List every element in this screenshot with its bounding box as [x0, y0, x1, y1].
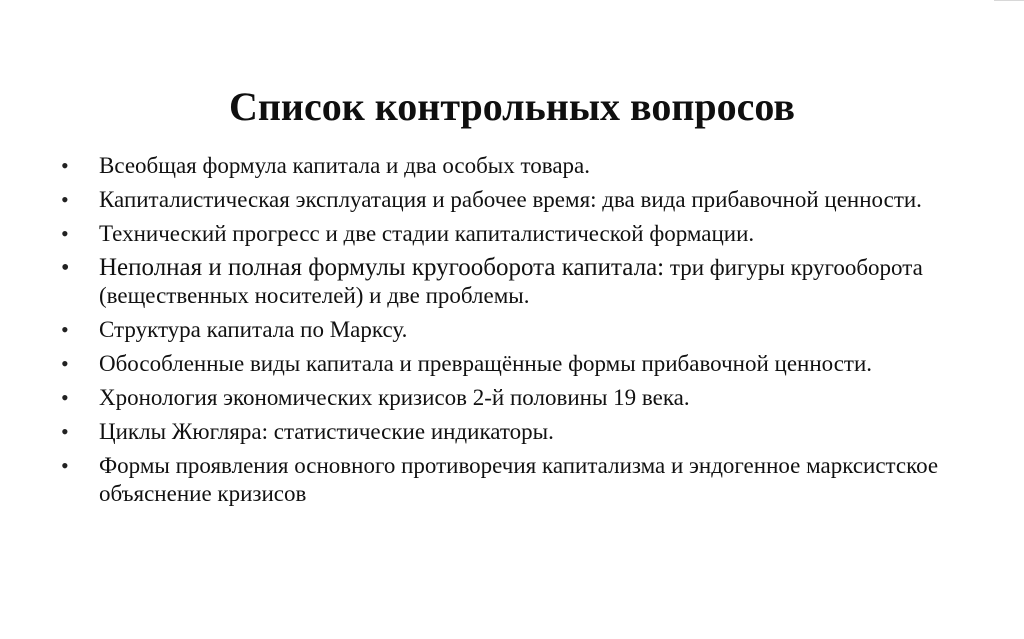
bullet-icon: • [61, 453, 69, 478]
list-item-text: Циклы Жюгляра: статистические индикаторы. [99, 419, 554, 444]
list-item [61, 220, 981, 248]
list-item [61, 350, 981, 378]
list-item [61, 316, 981, 344]
list-item [61, 186, 981, 214]
list-item-text: Капиталистическая эксплуатация и рабочее время: два вида прибавочной ценности. [99, 187, 922, 212]
bullet-icon: • [61, 419, 69, 444]
bullet-icon: • [61, 153, 69, 178]
list-item [61, 384, 981, 412]
list-item-text: Обособленные виды капитала и превращённые формы прибавочной ценности. [99, 351, 873, 376]
list-item-text: Технический прогресс и две стадии капиталистической формации. [99, 221, 755, 246]
list-item-text: Хронология экономических кризисов 2-й половины 19 века. [99, 385, 690, 410]
bullet-icon: • [61, 317, 69, 342]
list-item-text: три фигуры кругооборота (вещественных носителей) и две проблемы. [99, 255, 923, 308]
list-item-text: Формы проявления основного противоречия капитализма и эндогенное марксистское объяснение кризисов [99, 453, 939, 506]
list-item [61, 254, 981, 310]
list-item [61, 418, 981, 446]
bullet-icon: • [61, 255, 70, 281]
list-item-text: Всеобщая формула капитала и два особых товара. [99, 153, 590, 178]
bullet-icon: • [61, 351, 69, 376]
list-item-text: Структура капитала по Марксу. [99, 317, 408, 342]
question-list [61, 152, 981, 514]
list-item [61, 152, 981, 180]
bullet-icon: • [61, 221, 69, 246]
list-item-lead-text: Неполная и полная формулы кругооборота капитала: [99, 254, 665, 281]
bullet-icon: • [61, 385, 69, 410]
corner-decoration-line [994, 0, 1024, 18]
slide-title: Список контрольных вопросов [228, 83, 796, 129]
bullet-icon: • [61, 187, 69, 212]
list-item [61, 452, 981, 508]
